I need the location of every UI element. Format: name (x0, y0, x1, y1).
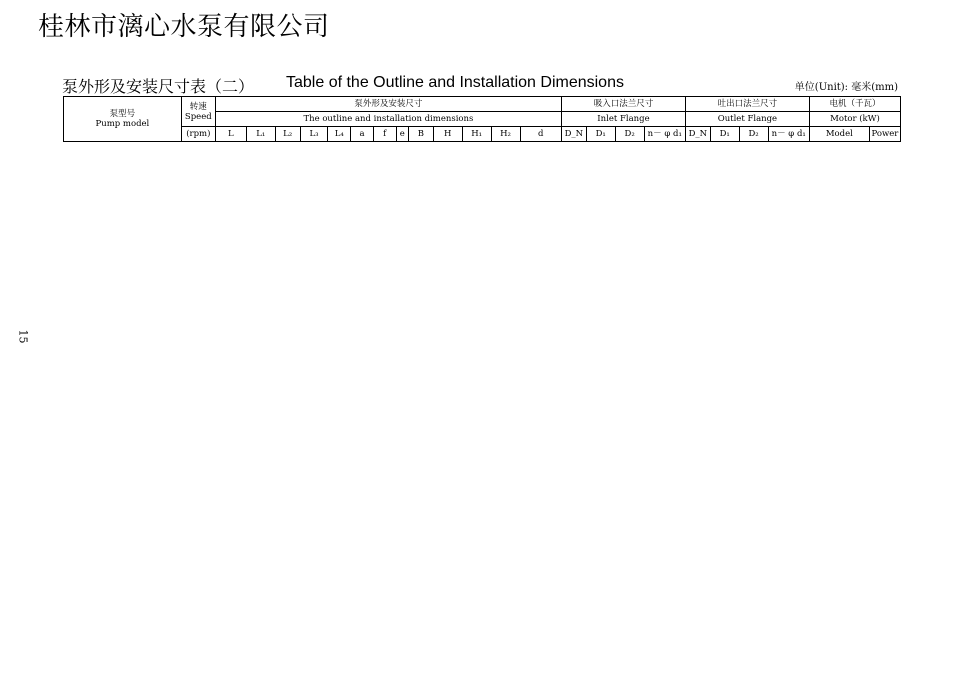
header-col-19: D₂ (739, 127, 768, 142)
header-pump-model: 泵型号 Pump model (64, 97, 182, 142)
header-col-20: n－ φ d₁ (768, 127, 809, 142)
table-title-row (62, 74, 902, 96)
header-col-5: a (351, 127, 374, 142)
header-col-10: H₁ (462, 127, 491, 142)
unit-label: 单位(Unit): 毫米(mm) (794, 82, 898, 93)
header-col-8: B (408, 127, 433, 142)
header-col-4: L₄ (328, 127, 351, 142)
header-col-3: L₃ (300, 127, 328, 142)
header-col-14: D₁ (586, 127, 615, 142)
header-col-21: Model (809, 127, 869, 142)
table-title-en: Table of the Outline and Installation Dimensions (286, 74, 624, 91)
header-inlet-cn: 吸入口法兰尺寸 (561, 97, 685, 112)
header-col-22: Power (869, 127, 900, 142)
header-col-18: D₁ (710, 127, 739, 142)
page-number: 15 (16, 329, 30, 344)
header-speed: 转速 Speed (181, 97, 215, 127)
header-outlet-en: Outlet Flange (685, 112, 809, 127)
header-outlet-cn: 吐出口法兰尺寸 (685, 97, 809, 112)
company-name: 桂林市漓心水泵有限公司 (38, 12, 330, 42)
header-col-17: D_N (685, 127, 710, 142)
header-motor-cn: 电机（千瓦） (809, 97, 900, 112)
header-col-1: L₁ (246, 127, 275, 142)
table-title-cn: 泵外形及安装尺寸表（二） (62, 77, 255, 96)
header-inlet-en: Inlet Flange (561, 112, 685, 127)
header-col-16: n－ φ d₁ (644, 127, 685, 142)
header-rpm: (rpm) (181, 127, 215, 142)
header-motor-en: Motor (kW) (809, 112, 900, 127)
header-outline-cn: 泵外形及安装尺寸 (215, 97, 561, 112)
header-col-7: e (396, 127, 408, 142)
header-col-12: d (520, 127, 561, 142)
header-col-0: L (215, 127, 246, 142)
dimensions-table (63, 96, 901, 142)
header-col-6: f (373, 127, 396, 142)
header-col-2: L₂ (275, 127, 300, 142)
header-col-15: D₂ (615, 127, 644, 142)
header-col-11: H₂ (491, 127, 520, 142)
header-col-9: H (433, 127, 462, 142)
header-outline-en: The outline and installation dimensions (215, 112, 561, 127)
header-col-13: D_N (561, 127, 586, 142)
